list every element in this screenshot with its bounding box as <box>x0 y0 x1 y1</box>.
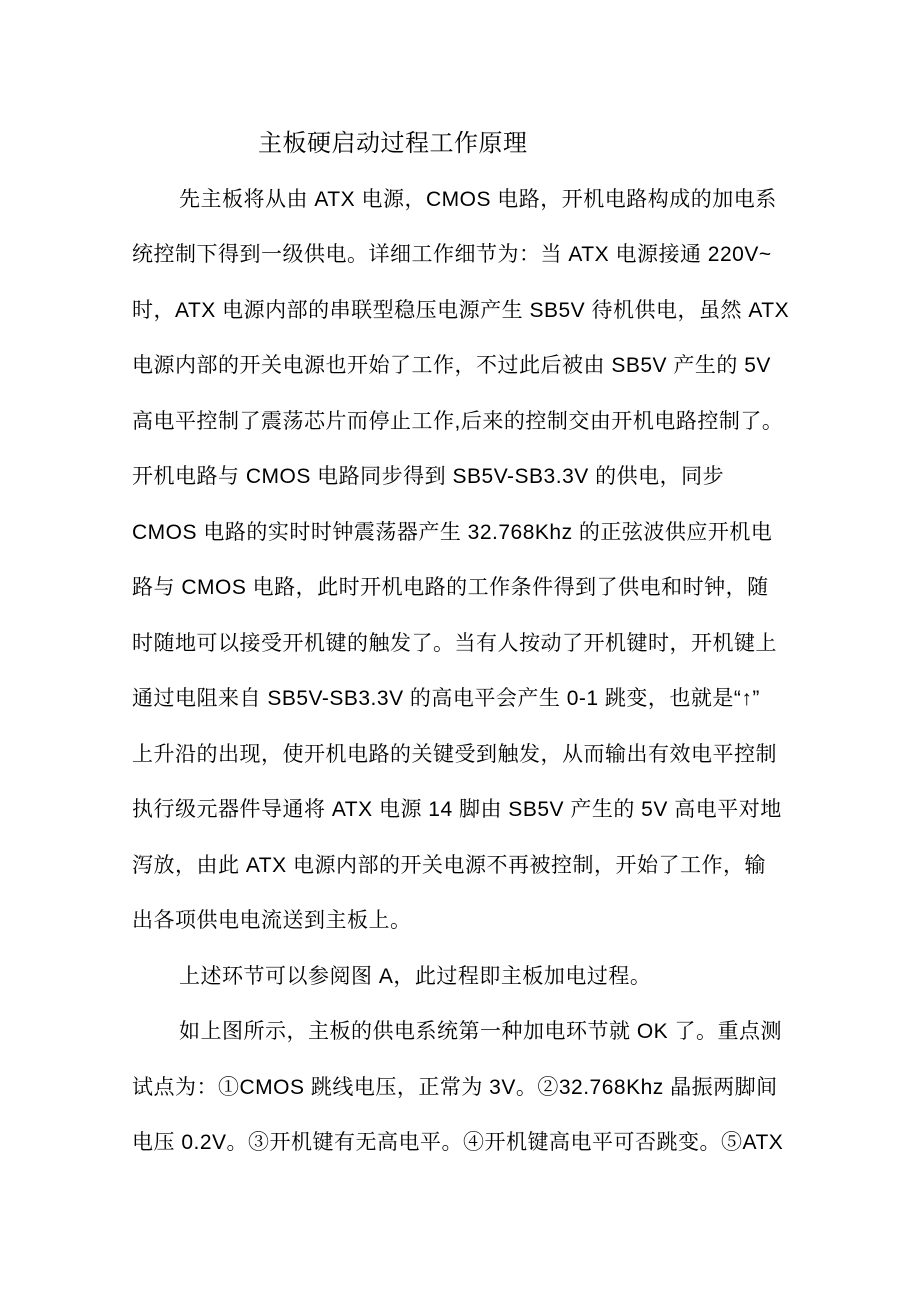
text-line: 路与 CMOS 电路，此时开机电路的工作条件得到了供电和时钟，随 <box>132 576 769 599</box>
text-line: 出各项供电电流送到主板上。 <box>132 909 412 932</box>
text-line: CMOS 电路的实时时钟震荡器产生 32.768Khz 的正弦波供应开机电 <box>132 520 773 544</box>
text-line: 执行级元器件导通将 ATX 电源 14 脚由 SB5V 产生的 5V 高电平对地 <box>132 798 782 821</box>
text-line: 泻放，由此 ATX 电源内部的开关电源不再被控制，开始了工作，输 <box>132 853 766 877</box>
text-line: 上述环节可以参阅图 A，此过程即主板加电过程。 <box>179 964 652 988</box>
text-line: 电源内部的开关电源也开始了工作，不过此后被由 SB5V 产生的 5V <box>132 354 771 377</box>
text-line: 开机电路与 CMOS 电路同步得到 SB5V-SB3.3V 的供电，同步 <box>132 465 725 488</box>
document-title: 主板硬启动过程工作原理 <box>258 130 528 157</box>
text-line: 试点为：①CMOS 跳线电压，正常为 3V。②32.768Khz 晶振两脚间 <box>132 1075 778 1099</box>
text-line: 时，ATX 电源内部的串联型稳压电源产生 SB5V 待机供电，虽然 ATX <box>132 298 790 322</box>
text-line: 上升沿的出现，使开机电路的关键受到触发，从而输出有效电平控制 <box>132 742 777 766</box>
text-line: 如上图所示，主板的供电系统第一种加电环节就 OK 了。重点测 <box>179 1020 783 1043</box>
text-line: 电压 0.2V。③开机键有无高电平。④开机键高电平可否跳变。⑤ATX <box>132 1131 784 1154</box>
text-line: 统控制下得到一级供电。详细工作细节为：当 ATX 电源接通 220V~ <box>132 243 772 266</box>
text-line: 先主板将从由 ATX 电源，CMOS 电路，开机电路构成的加电系 <box>179 187 777 211</box>
document-body <box>132 116 852 1171</box>
text-line: 通过电阻来自 SB5V-SB3.3V 的高电平会产生 0-1 跳变，也就是“↑” <box>132 687 760 710</box>
text-line: 高电平控制了震荡芯片而停止工作,后来的控制交由开机电路控制了。 <box>132 409 784 433</box>
text-line: 时随地可以接受开机键的触发了。当有人按动了开机键时，开机键上 <box>132 631 777 655</box>
